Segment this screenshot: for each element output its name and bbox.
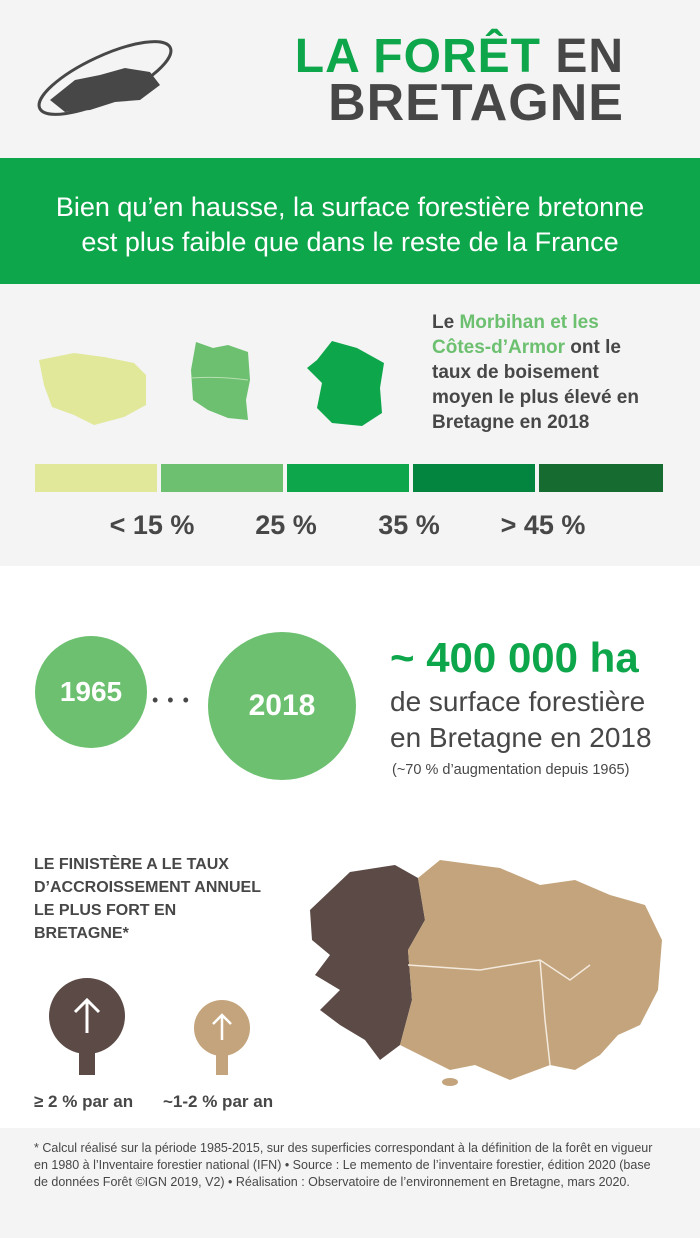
tree-dark-icon	[45, 978, 130, 1075]
year-2018-circle: 2018	[208, 632, 356, 780]
growth-heading: LE FINISTÈRE A LE TAUX D’ACCROISSEMENT ANNUEL LE PLUS FORT EN BRETAGNE*	[34, 856, 261, 942]
scale-label: < 15 %	[109, 510, 195, 540]
legend-label-mid: ~1-2 % par an	[163, 1092, 274, 1111]
dots-separator: • • •	[152, 690, 191, 710]
scale-swatch-5	[539, 464, 663, 492]
bretagne-map-light-icon	[34, 345, 154, 430]
surface-value: ~ 400 000 ha	[390, 634, 639, 681]
rate-text: Le Morbihan et les Côtes-d’Armor ont le taux de boisement moyen le plus élevé en Bretagne en 2018	[432, 312, 639, 433]
scale-label: 35 %	[378, 510, 440, 540]
scale-swatch-4	[413, 464, 535, 492]
france-map-icon	[302, 338, 392, 428]
page-title: LA FORÊT EN BRETAGNE	[294, 30, 624, 132]
tree-light-icon	[190, 1000, 255, 1075]
scale-swatch-2	[161, 464, 283, 492]
subtitle-band: Bien qu’en hausse, la surface forestière bretonne est plus faible que dans le reste de la France	[0, 158, 700, 284]
scale-label: 25 %	[255, 510, 317, 540]
year-1965-circle: 1965	[35, 636, 147, 748]
scale-swatch-3	[287, 464, 409, 492]
map-region-others	[400, 860, 662, 1080]
legend-label-high: ≥ 2 % par an	[34, 1092, 134, 1111]
surface-note: (~70 % d’augmentation depuis 1965)	[392, 762, 630, 778]
logo-icon	[30, 30, 180, 125]
scale-label: > 45 %	[500, 510, 586, 540]
departments-map-icon	[188, 340, 258, 430]
bretagne-growth-map	[300, 860, 670, 1095]
surface-description: de surface forestière en Bretagne en 2018	[390, 686, 652, 753]
footer-note: * Calcul réalisé sur la période 1985-2015, sur des superficies correspondant à la définition de la forêt en vigueur en 1980 à l’Inventaire forestier national (IFN) • Source : Le memento de l’inventaire forestier, édition 2020 (base de données Forêt ©IGN 2019, V2) • Réalisation : Observatoire de l’environnement en Bretagne, mars 2020.	[0, 1128, 700, 1238]
scale-swatch-1	[35, 464, 157, 492]
